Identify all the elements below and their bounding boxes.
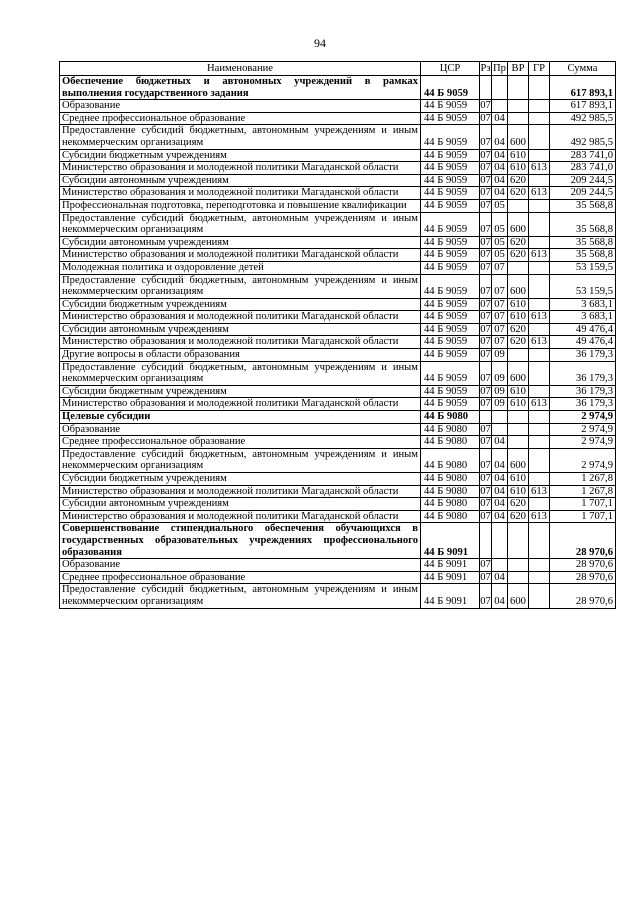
row-csr: 44 Б 9080: [421, 485, 480, 498]
row-rz: 07: [480, 473, 491, 484]
row-pr: 05: [492, 199, 508, 212]
table-row: [60, 125, 616, 149]
row-gr: 613: [529, 249, 550, 262]
row-name: Субсидии автономным учреждениям: [60, 323, 421, 336]
row-rz: 07: [480, 274, 492, 298]
row-vr: [508, 349, 529, 362]
header-csr: ЦСР: [421, 62, 480, 76]
row-name: Министерство образования и молодежной политики Магаданской области: [60, 398, 421, 411]
row-sum: 209 244,5: [550, 187, 616, 200]
row-rz: 07: [480, 149, 491, 161]
row-gr: [529, 571, 550, 584]
row-pr: 07: [492, 323, 508, 336]
row-vr: [508, 523, 529, 559]
row-gr: [529, 199, 550, 212]
row-vr: [508, 112, 529, 125]
row-rz: 07: [480, 361, 492, 385]
row-sum: 36 179,3: [550, 385, 616, 398]
row-vr: 620: [508, 498, 529, 511]
row-vr: 620: [508, 249, 529, 262]
row-name: Образование: [60, 100, 421, 113]
row-csr: 44 Б 9059: [421, 76, 480, 100]
row-rz: 07: [480, 311, 491, 323]
row-vr: 610: [508, 385, 529, 398]
row-rz: 07: [480, 236, 491, 248]
row-sum: 35 568,8: [550, 212, 616, 236]
row-pr: [492, 559, 508, 572]
row-pr: 04: [492, 436, 508, 449]
row-vr: [508, 411, 529, 424]
row-sum: 36 179,3: [550, 361, 616, 385]
row-csr: 44 Б 9059: [421, 249, 480, 262]
row-pr: 09: [492, 385, 508, 398]
row-rz: [480, 523, 492, 559]
row-vr: 620: [508, 323, 529, 336]
row-sum: 35 568,8: [550, 249, 616, 262]
row-pr: 09: [492, 398, 508, 411]
row-pr: 04: [492, 485, 508, 498]
row-pr: 07: [492, 298, 508, 311]
row-sum: 28 970,6: [550, 571, 616, 584]
row-gr: 613: [529, 510, 550, 523]
row-rz: 07: [480, 448, 492, 472]
table-row: [60, 274, 616, 298]
table-header-row: [60, 62, 616, 76]
table-row: [60, 236, 616, 249]
row-vr: 620: [508, 336, 529, 349]
row-csr: 44 Б 9059: [421, 311, 480, 324]
row-rz: 07: [480, 436, 491, 448]
row-sum: 209 244,5: [550, 174, 616, 187]
row-vr: 620: [508, 236, 529, 249]
row-pr: [492, 76, 508, 100]
row-name: Другие вопросы в области образования: [60, 349, 421, 362]
row-name: Министерство образования и молодежной политики Магаданской области: [60, 162, 421, 175]
table-row: [60, 361, 616, 385]
row-rz: 07: [480, 559, 491, 571]
table-row: [60, 336, 616, 349]
row-vr: 600: [508, 584, 529, 608]
row-vr: [508, 423, 529, 436]
row-rz: 07: [480, 336, 491, 348]
row-sum: 49 476,4: [550, 323, 616, 336]
row-gr: [529, 448, 550, 472]
header-gr: ГР: [529, 62, 550, 76]
table-row: [60, 162, 616, 175]
header-vr: ВР: [508, 62, 529, 76]
row-csr: 44 Б 9080: [421, 498, 480, 511]
row-gr: 613: [529, 187, 550, 200]
row-csr: 44 Б 9091: [421, 584, 480, 608]
row-pr: 09: [492, 361, 508, 385]
row-gr: [529, 323, 550, 336]
table-row: [60, 411, 616, 424]
budget-table: [59, 61, 616, 609]
row-vr: 620: [508, 174, 529, 187]
row-name: Субсидии бюджетным учреждениям: [60, 473, 421, 486]
row-name: Профессиональная подготовка, переподготовка и повышение квалификации: [60, 199, 421, 212]
row-rz: 07: [480, 349, 491, 361]
row-sum: 28 970,6: [550, 523, 616, 559]
row-pr: [492, 523, 508, 559]
row-csr: 44 Б 9080: [421, 448, 480, 472]
row-pr: 05: [492, 236, 508, 249]
row-name: Образование: [60, 423, 421, 436]
row-pr: 05: [492, 212, 508, 236]
row-name: Образование: [60, 559, 421, 572]
row-sum: 53 159,5: [550, 261, 616, 274]
row-sum: 3 683,1: [550, 311, 616, 324]
row-pr: 04: [492, 584, 508, 608]
row-vr: [508, 571, 529, 584]
row-name: Среднее профессиональное образование: [60, 571, 421, 584]
row-gr: [529, 523, 550, 559]
row-gr: [529, 411, 550, 424]
row-pr: 04: [492, 448, 508, 472]
row-sum: 283 741,0: [550, 149, 616, 162]
row-sum: 53 159,5: [550, 274, 616, 298]
row-pr: 07: [492, 336, 508, 349]
row-rz: 07: [480, 261, 491, 273]
table-row: [60, 187, 616, 200]
row-sum: 28 970,6: [550, 584, 616, 608]
row-csr: 44 Б 9059: [421, 385, 480, 398]
table-row: [60, 149, 616, 162]
row-pr: 04: [492, 174, 508, 187]
header-pr: Пр: [493, 62, 506, 74]
row-rz: [480, 411, 492, 424]
row-vr: 610: [508, 473, 529, 486]
row-gr: [529, 261, 550, 274]
row-csr: 44 Б 9080: [421, 423, 480, 436]
table-row: [60, 76, 616, 100]
row-pr: 07: [492, 311, 508, 324]
header-rz: Рз: [480, 62, 491, 74]
row-name: Министерство образования и молодежной политики Магаданской области: [60, 187, 421, 200]
row-pr: [492, 423, 508, 436]
row-gr: [529, 100, 550, 113]
row-vr: 600: [508, 361, 529, 385]
row-sum: 617 893,1: [550, 100, 616, 113]
table-row: [60, 523, 616, 559]
table-row: [60, 510, 616, 523]
table-row: [60, 174, 616, 187]
row-gr: [529, 174, 550, 187]
row-vr: 610: [508, 311, 529, 324]
row-csr: 44 Б 9091: [421, 559, 480, 572]
table-row: [60, 436, 616, 449]
row-rz: 07: [480, 385, 491, 397]
row-sum: 3 683,1: [550, 298, 616, 311]
row-pr: 04: [492, 571, 508, 584]
row-pr: 07: [492, 261, 508, 274]
row-rz: 07: [480, 485, 491, 497]
row-pr: [492, 100, 508, 113]
row-vr: [508, 100, 529, 113]
row-csr: 44 Б 9059: [421, 125, 480, 149]
row-csr: 44 Б 9091: [421, 571, 480, 584]
table-row: [60, 559, 616, 572]
row-vr: 610: [508, 162, 529, 175]
row-pr: [492, 411, 508, 424]
row-pr: 07: [492, 274, 508, 298]
row-rz: 07: [480, 510, 491, 522]
table-body: [60, 76, 616, 609]
row-csr: 44 Б 9059: [421, 236, 480, 249]
table-row: [60, 261, 616, 274]
row-vr: 610: [508, 149, 529, 162]
row-vr: 600: [508, 448, 529, 472]
row-sum: 283 741,0: [550, 162, 616, 175]
row-sum: 1 267,8: [550, 485, 616, 498]
row-vr: [508, 199, 529, 212]
row-sum: 2 974,9: [550, 411, 616, 424]
row-sum: 1 267,8: [550, 473, 616, 486]
row-gr: [529, 584, 550, 608]
row-rz: 07: [480, 323, 491, 335]
row-csr: 44 Б 9080: [421, 436, 480, 449]
row-name: Субсидии автономным учреждениям: [60, 236, 421, 249]
table-row: [60, 100, 616, 113]
header-name: Наименование: [60, 62, 421, 76]
row-sum: 2 974,9: [550, 448, 616, 472]
row-csr: 44 Б 9080: [421, 473, 480, 486]
row-gr: [529, 498, 550, 511]
row-rz: 07: [480, 112, 491, 124]
row-pr: 04: [492, 187, 508, 200]
row-gr: [529, 274, 550, 298]
row-gr: 613: [529, 398, 550, 411]
row-sum: 2 974,9: [550, 436, 616, 449]
row-gr: [529, 385, 550, 398]
table-row: [60, 571, 616, 584]
row-sum: 28 970,6: [550, 559, 616, 572]
row-pr: 04: [492, 149, 508, 162]
row-name: Предоставление субсидий бюджетным, автономным учреждениям и иным некоммерческим организациям: [60, 448, 421, 472]
row-vr: 610: [508, 398, 529, 411]
row-vr: [508, 559, 529, 572]
row-rz: 07: [480, 249, 491, 261]
row-rz: 07: [480, 423, 491, 435]
row-csr: 44 Б 9059: [421, 187, 480, 200]
row-pr: 04: [492, 162, 508, 175]
row-csr: 44 Б 9059: [421, 112, 480, 125]
row-gr: [529, 298, 550, 311]
table-row: [60, 498, 616, 511]
row-rz: 07: [480, 571, 491, 583]
row-gr: 613: [529, 162, 550, 175]
row-gr: [529, 349, 550, 362]
table-row: [60, 473, 616, 486]
row-pr: 05: [492, 249, 508, 262]
table-row: [60, 298, 616, 311]
row-csr: 44 Б 9059: [421, 398, 480, 411]
table-row: [60, 323, 616, 336]
row-rz: 07: [480, 398, 491, 410]
row-csr: 44 Б 9059: [421, 323, 480, 336]
row-gr: [529, 436, 550, 449]
row-vr: [508, 436, 529, 449]
row-gr: [529, 423, 550, 436]
row-csr: 44 Б 9091: [421, 523, 480, 559]
row-rz: 07: [480, 498, 491, 510]
row-pr: 04: [492, 473, 508, 486]
table-row: [60, 448, 616, 472]
row-vr: 610: [508, 485, 529, 498]
row-vr: 600: [508, 125, 529, 149]
row-csr: 44 Б 9059: [421, 174, 480, 187]
row-sum: 1 707,1: [550, 498, 616, 511]
row-csr: 44 Б 9059: [421, 349, 480, 362]
row-name: Министерство образования и молодежной политики Магаданской области: [60, 336, 421, 349]
row-pr: 09: [492, 349, 508, 362]
table-row: [60, 584, 616, 608]
row-gr: [529, 361, 550, 385]
row-vr: 600: [508, 212, 529, 236]
row-name: Среднее профессиональное образование: [60, 436, 421, 449]
row-name: Субсидии бюджетным учреждениям: [60, 298, 421, 311]
row-name: Молодежная политика и оздоровление детей: [60, 261, 421, 274]
row-sum: 1 707,1: [550, 510, 616, 523]
row-csr: 44 Б 9059: [421, 298, 480, 311]
row-gr: [529, 76, 550, 100]
row-vr: 610: [508, 298, 529, 311]
row-rz: 07: [480, 125, 492, 149]
table-row: [60, 212, 616, 236]
row-sum: 36 179,3: [550, 349, 616, 362]
row-rz: 07: [480, 100, 491, 112]
row-pr: 04: [492, 510, 508, 523]
row-sum: 35 568,8: [550, 236, 616, 249]
row-csr: 44 Б 9059: [421, 212, 480, 236]
row-sum: 492 985,5: [550, 112, 616, 125]
row-csr: 44 Б 9059: [421, 162, 480, 175]
row-vr: 620: [508, 510, 529, 523]
row-gr: [529, 473, 550, 486]
row-vr: [508, 261, 529, 274]
row-rz: [480, 76, 492, 100]
row-name: Предоставление субсидий бюджетным, автономным учреждениям и иным некоммерческим организациям: [60, 584, 421, 608]
row-gr: [529, 212, 550, 236]
row-rz: 07: [480, 162, 491, 174]
table-row: [60, 485, 616, 498]
row-gr: 613: [529, 311, 550, 324]
row-pr: 04: [492, 125, 508, 149]
table-row: [60, 423, 616, 436]
row-name: Предоставление субсидий бюджетным, автономным учреждениям и иным некоммерческим организациям: [60, 274, 421, 298]
row-vr: [508, 76, 529, 100]
row-gr: [529, 149, 550, 162]
row-name: Обеспечение бюджетных и автономных учреждений в рамках выполнения государственного задания: [60, 76, 421, 100]
row-csr: 44 Б 9080: [421, 510, 480, 523]
row-sum: 617 893,1: [550, 76, 616, 100]
table-row: [60, 385, 616, 398]
row-sum: 36 179,3: [550, 398, 616, 411]
table-row: [60, 112, 616, 125]
row-gr: [529, 112, 550, 125]
row-csr: 44 Б 9059: [421, 149, 480, 162]
page-number: 94: [314, 36, 326, 50]
row-name: Субсидии бюджетным учреждениям: [60, 149, 421, 162]
row-csr: 44 Б 9059: [421, 199, 480, 212]
table-row: [60, 311, 616, 324]
row-vr: 620: [508, 187, 529, 200]
row-pr: 04: [492, 112, 508, 125]
row-name: Предоставление субсидий бюджетным, автономным учреждениям и иным некоммерческим организациям: [60, 361, 421, 385]
row-sum: 2 974,9: [550, 423, 616, 436]
row-name: Министерство образования и молодежной политики Магаданской области: [60, 510, 421, 523]
table-row: [60, 398, 616, 411]
row-sum: 492 985,5: [550, 125, 616, 149]
row-gr: 613: [529, 485, 550, 498]
row-name: Целевые субсидии: [60, 411, 421, 424]
row-rz: 07: [480, 212, 492, 236]
row-csr: 44 Б 9080: [421, 411, 480, 424]
table-row: [60, 349, 616, 362]
table-row: [60, 249, 616, 262]
row-gr: 613: [529, 336, 550, 349]
row-sum: 49 476,4: [550, 336, 616, 349]
row-vr: 600: [508, 274, 529, 298]
row-rz: 07: [480, 298, 491, 310]
row-rz: 07: [480, 199, 491, 211]
row-name: Министерство образования и молодежной политики Магаданской области: [60, 485, 421, 498]
row-gr: [529, 236, 550, 249]
row-name: Министерство образования и молодежной политики Магаданской области: [60, 249, 421, 262]
row-rz: 07: [480, 174, 491, 186]
row-csr: 44 Б 9059: [421, 261, 480, 274]
row-name: Совершенствование стипендиального обеспечения обучающихся в государственных образовательных учреждениях профессионального образования: [60, 523, 421, 559]
row-rz: 07: [480, 187, 491, 199]
row-csr: 44 Б 9059: [421, 100, 480, 113]
row-name: Субсидии бюджетным учреждениям: [60, 385, 421, 398]
row-csr: 44 Б 9059: [421, 274, 480, 298]
row-gr: [529, 559, 550, 572]
row-name: Субсидии автономным учреждениям: [60, 498, 421, 511]
row-csr: 44 Б 9059: [421, 361, 480, 385]
table-row: [60, 199, 616, 212]
row-name: Министерство образования и молодежной политики Магаданской области: [60, 311, 421, 324]
row-name: Предоставление субсидий бюджетным, автономным учреждениям и иным некоммерческим организациям: [60, 125, 421, 149]
row-name: Субсидии автономным учреждениям: [60, 174, 421, 187]
row-sum: 35 568,8: [550, 199, 616, 212]
row-gr: [529, 125, 550, 149]
header-sum: Сумма: [550, 62, 616, 76]
row-name: Предоставление субсидий бюджетным, автономным учреждениям и иным некоммерческим организациям: [60, 212, 421, 236]
row-csr: 44 Б 9059: [421, 336, 480, 349]
row-name: Среднее профессиональное образование: [60, 112, 421, 125]
row-pr: 04: [492, 498, 508, 511]
row-rz: 07: [480, 584, 492, 608]
